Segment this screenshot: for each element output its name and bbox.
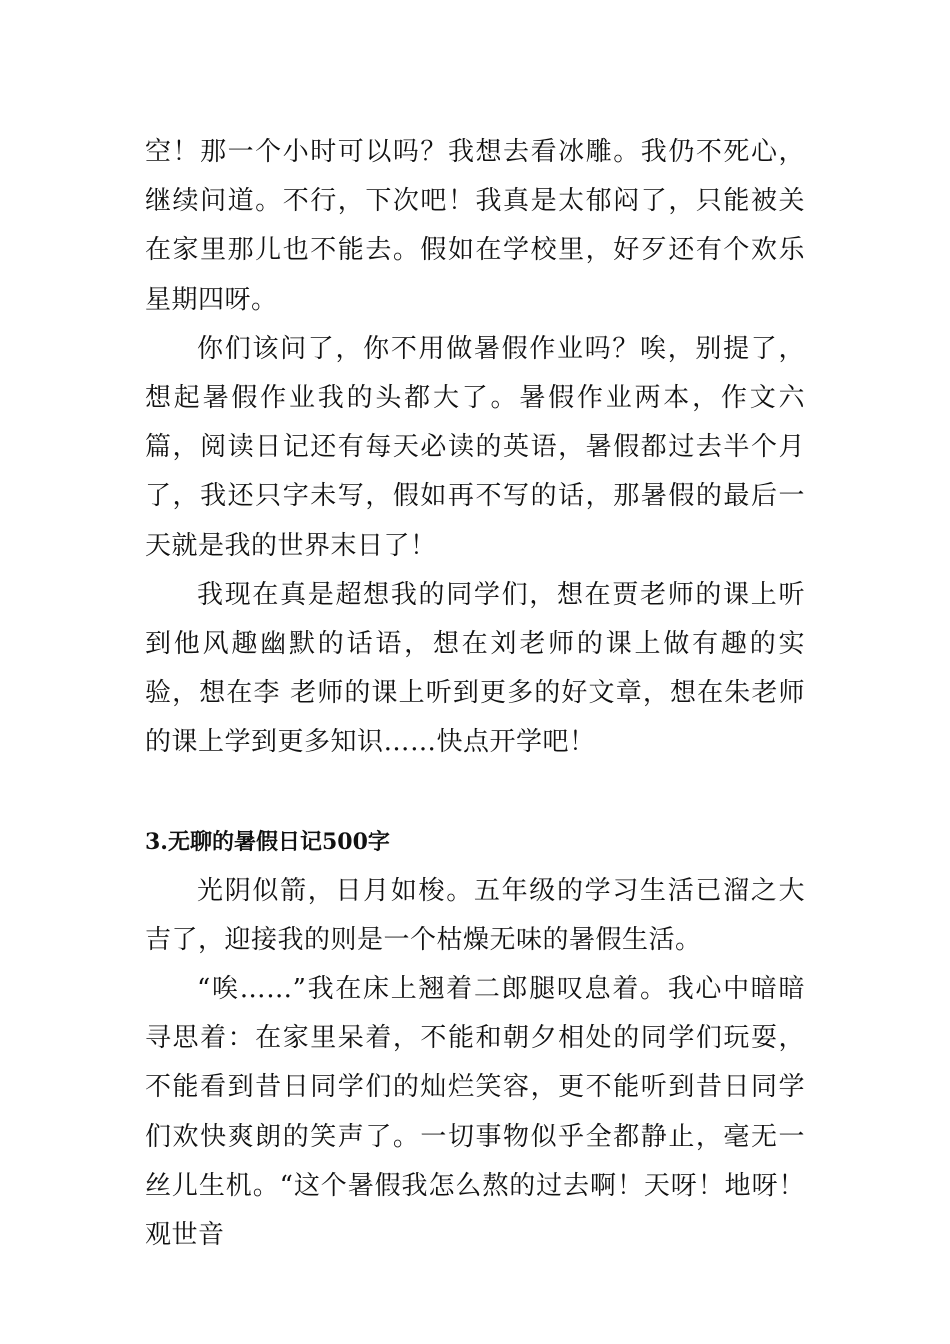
paragraph-2: 你们该问了，你不用做暑假作业吗？唉，别提了，想起暑假作业我的头都大了。暑假作业两本，作文六篇，阅读日记还有每天必读的英语，暑假都过去半个月了，我还只字未写，假如再不写的话，那暑假的最后一天就是我的世界末日了！ — [145, 333, 805, 561]
paragraph-5: “唉……”我在床上翘着二郎腿叹息着。我心中暗暗寻思着：在家里呆着，不能和朝夕相处的同学们玩耍，不能看到昔日同学们的灿烂笑容，更不能听到昔日同学们欢快爽朗的笑声了。一切事物似乎全都静止，毫无一丝儿生机。“这个暑假我怎么熬的过去啊！天呀！地呀！观世音 — [145, 974, 805, 1251]
paragraph-3: 我现在真是超想我的同学们，想在贾老师的课上听到他风趣幽默的话语，想在刘老师的课上做有趣的实验，想在李 老师的课上听到更多的好文章，想在朱老师的课上学到更多知识……快点开学吧！ — [145, 579, 805, 758]
section-heading: 3.无聊的暑假日记500字 — [145, 828, 390, 855]
paragraph-1: 空！那一个小时可以吗？我想去看冰雕。我仍不死心，继续问道。不行，下次吧！我真是太郁闷了，只能被关在家里那儿也不能去。假如在学校里，好歹还有个欢乐星期四呀。 — [145, 137, 805, 315]
paragraph-4: 光阴似箭，日月如梭。五年级的学习生活已溜之大吉了，迎接我的则是一个枯燥无味的暑假生活。 — [145, 875, 805, 955]
section-gap — [145, 768, 805, 816]
